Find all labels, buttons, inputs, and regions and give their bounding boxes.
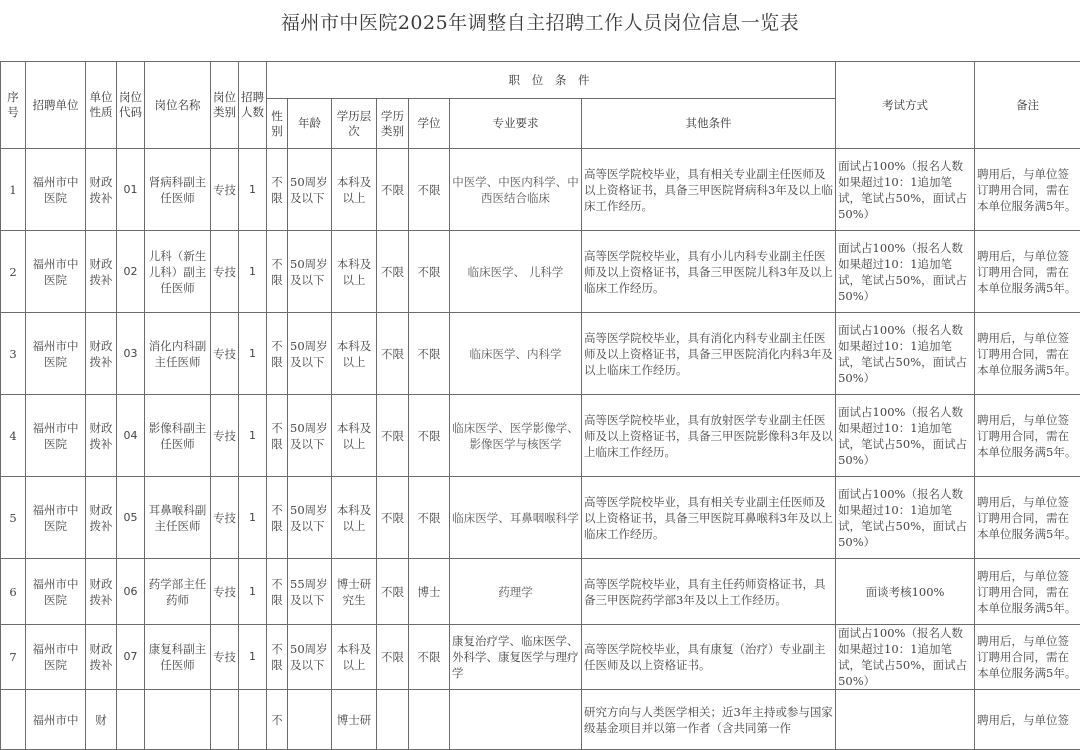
row-category: 专技 <box>211 231 239 313</box>
row-count: 1 <box>239 559 267 625</box>
table-row <box>1 477 1080 559</box>
row-post: 康复科副主任医师 <box>145 625 211 690</box>
row-gender: 不限 <box>267 625 288 690</box>
row-unit: 福州市中医院 <box>26 149 86 231</box>
row-seq: 1 <box>1 149 26 231</box>
table-row <box>1 559 1080 625</box>
header-conditions: 职 位 条 件 <box>267 62 836 99</box>
row-post: 影像科副主任医师 <box>145 395 211 477</box>
header-nature: 单位性质 <box>86 62 117 149</box>
row-degree: 不限 <box>409 231 450 313</box>
row-edu-type: 不限 <box>377 231 409 313</box>
row-count: 1 <box>239 231 267 313</box>
row-code: 07 <box>117 625 145 690</box>
row-degree <box>409 690 450 750</box>
row-seq: 5 <box>1 477 26 559</box>
row-age: 50周岁及以下 <box>288 395 332 477</box>
row-seq: 7 <box>1 625 26 690</box>
row-exam: 面试占100%（报名人数如果超过10：1追加笔试，笔试占50%，面试占50%） <box>836 313 975 395</box>
row-unit: 福州市中医院 <box>26 477 86 559</box>
row-major: 中医学、中医内科学、中西医结合临床 <box>450 149 582 231</box>
row-edu-level: 本科及以上 <box>332 395 377 477</box>
row-major: 临床医学、 儿科学 <box>450 231 582 313</box>
row-nature: 财政拨补 <box>86 231 117 313</box>
row-count: 1 <box>239 149 267 231</box>
row-seq: 4 <box>1 395 26 477</box>
row-category: 专技 <box>211 625 239 690</box>
row-remark: 聘用后，与单位签订聘用合同，需在本单位服务满5年。 <box>975 231 1080 313</box>
row-remark: 聘用后，与单位签订聘用合同，需在本单位服务满5年。 <box>975 149 1080 231</box>
row-count: 1 <box>239 313 267 395</box>
table-row <box>1 149 1080 231</box>
row-gender: 不限 <box>267 149 288 231</box>
row-edu-type: 不限 <box>377 625 409 690</box>
row-edu-level: 本科及以上 <box>332 231 377 313</box>
row-post: 儿科（新生儿科）副主任医师 <box>145 231 211 313</box>
row-unit: 福州市中医院 <box>26 625 86 690</box>
row-other: 高等医学院校毕业，具有相关专业副主任医师及以上资格证书，具备三甲医院肾病科3年及以上临床工作经历。 <box>582 149 836 231</box>
row-post: 耳鼻喉科副主任医师 <box>145 477 211 559</box>
row-other: 高等医学院校毕业，具有放射医学专业副主任医师及以上资格证书，具备三甲医院影像科3年及以上临床工作经历。 <box>582 395 836 477</box>
row-code: 02 <box>117 231 145 313</box>
row-other: 高等医学院校毕业，具有消化内科专业副主任医师及以上资格证书，具备三甲医院消化内科3年及以上临床工作经历。 <box>582 313 836 395</box>
row-major: 临床医学、医学影像学、影像医学与核医学 <box>450 395 582 477</box>
header-age: 年龄 <box>288 99 332 149</box>
row-unit: 福州市中医院 <box>26 395 86 477</box>
row-degree: 不限 <box>409 313 450 395</box>
row-nature: 财政拨补 <box>86 559 117 625</box>
table-row <box>1 313 1080 395</box>
row-seq: 6 <box>1 559 26 625</box>
row-post <box>145 690 211 750</box>
header-degree: 学位 <box>409 99 450 149</box>
row-edu-level: 本科及以上 <box>332 477 377 559</box>
row-major: 临床医学、内科学 <box>450 313 582 395</box>
row-category <box>211 690 239 750</box>
row-other: 研究方向与人类医学相关；近3年主持或参与国家级基金项目并以第一作者（含共同第一作 <box>582 690 836 750</box>
row-degree: 不限 <box>409 477 450 559</box>
row-exam: 面试占100%（报名人数如果超过10：1追加笔试，笔试占50%，面试占50%） <box>836 231 975 313</box>
row-unit: 福州市中医院 <box>26 231 86 313</box>
row-gender: 不限 <box>267 313 288 395</box>
row-unit: 福州市中 <box>26 690 86 750</box>
row-edu-type: 不限 <box>377 559 409 625</box>
row-unit: 福州市中医院 <box>26 313 86 395</box>
row-seq: 3 <box>1 313 26 395</box>
row-code <box>117 690 145 750</box>
row-nature: 财政拨补 <box>86 625 117 690</box>
row-edu-level: 本科及以上 <box>332 149 377 231</box>
row-nature: 财政拨补 <box>86 395 117 477</box>
row-exam: 面试占100%（报名人数如果超过10：1追加笔试，笔试占50%，面试占50%） <box>836 149 975 231</box>
row-remark: 聘用后，与单位签订聘用合同，需在本单位服务满5年。 <box>975 559 1080 625</box>
header-category: 岗位类别 <box>211 62 239 149</box>
row-edu-type: 不限 <box>377 395 409 477</box>
row-code: 06 <box>117 559 145 625</box>
row-seq <box>1 690 26 750</box>
row-remark: 聘用后，与单位签订聘用合同，需在本单位服务满5年。 <box>975 395 1080 477</box>
row-edu-level: 博士研究生 <box>332 559 377 625</box>
row-code: 04 <box>117 395 145 477</box>
header-unit: 招聘单位 <box>26 62 86 149</box>
row-exam: 面试占100%（报名人数如果超过10：1追加笔试，笔试占50%，面试占50%） <box>836 625 975 690</box>
row-remark: 聘用后，与单位签订聘用合同，需在本单位服务满5年。 <box>975 477 1080 559</box>
row-exam: 面试占100%（报名人数如果超过10：1追加笔试，笔试占50%，面试占50%） <box>836 395 975 477</box>
row-other: 高等医学院校毕业，具有主任药师资格证书，具备三甲医院药学部3年及以上工作经历。 <box>582 559 836 625</box>
row-gender: 不限 <box>267 395 288 477</box>
row-edu-type: 不限 <box>377 477 409 559</box>
row-edu-type: 不限 <box>377 149 409 231</box>
header-edu-level: 学历层次 <box>332 99 377 149</box>
header-major: 专业要求 <box>450 99 582 149</box>
row-nature: 财政拨补 <box>86 149 117 231</box>
header-code: 岗位代码 <box>117 62 145 149</box>
row-category: 专技 <box>211 395 239 477</box>
row-code: 03 <box>117 313 145 395</box>
row-other: 高等医学院校毕业，具有康复（治疗）专业副主任医师及以上资格证书。 <box>582 625 836 690</box>
row-unit: 福州市中医院 <box>26 559 86 625</box>
row-exam: 面谈考核100% <box>836 559 975 625</box>
header-post: 岗位名称 <box>145 62 211 149</box>
row-edu-level: 博士研 <box>332 690 377 750</box>
row-age: 50周岁及以下 <box>288 625 332 690</box>
row-remark: 聘用后，与单位签订聘用合同，需在本单位服务满5年。 <box>975 625 1080 690</box>
header-count: 招聘人数 <box>239 62 267 149</box>
row-count: 1 <box>239 625 267 690</box>
row-major <box>450 690 582 750</box>
row-seq: 2 <box>1 231 26 313</box>
row-age: 50周岁及以下 <box>288 477 332 559</box>
row-remark: 聘用后，与单位签 <box>975 690 1080 750</box>
row-exam: 面试占100%（报名人数如果超过10：1追加笔试，笔试占50%，面试占50%） <box>836 477 975 559</box>
row-age: 50周岁及以下 <box>288 313 332 395</box>
row-code: 01 <box>117 149 145 231</box>
header-edu-type: 学历类别 <box>377 99 409 149</box>
table-row <box>1 231 1080 313</box>
row-nature: 财政拨补 <box>86 313 117 395</box>
row-category: 专技 <box>211 477 239 559</box>
row-count <box>239 690 267 750</box>
row-age <box>288 690 332 750</box>
row-degree: 不限 <box>409 395 450 477</box>
row-post: 药学部主任药师 <box>145 559 211 625</box>
table-row <box>1 690 1080 750</box>
header-row-1 <box>1 62 1080 99</box>
row-post: 肾病科副主任医师 <box>145 149 211 231</box>
table-row <box>1 395 1080 477</box>
row-category: 专技 <box>211 149 239 231</box>
row-nature: 财政拨补 <box>86 477 117 559</box>
row-major: 临床医学、耳鼻咽喉科学 <box>450 477 582 559</box>
row-category: 专技 <box>211 313 239 395</box>
row-gender: 不限 <box>267 231 288 313</box>
row-major: 药理学 <box>450 559 582 625</box>
row-age: 50周岁及以下 <box>288 149 332 231</box>
row-exam <box>836 690 975 750</box>
row-degree: 不限 <box>409 149 450 231</box>
row-count: 1 <box>239 477 267 559</box>
row-edu-level: 本科及以上 <box>332 625 377 690</box>
row-gender: 不限 <box>267 477 288 559</box>
row-other: 高等医学院校毕业，具有相关专业副主任医师及以上资格证书，具备三甲医院耳鼻喉科3年及以上临床工作经历。 <box>582 477 836 559</box>
row-other: 高等医学院校毕业，具有小儿内科专业副主任医师及以上资格证书，具备三甲医院儿科3年及以上临床工作经历。 <box>582 231 836 313</box>
row-degree: 博士 <box>409 559 450 625</box>
row-category: 专技 <box>211 559 239 625</box>
row-gender: 不 <box>267 690 288 750</box>
row-post: 消化内科副主任医师 <box>145 313 211 395</box>
header-seq: 序号 <box>1 62 26 149</box>
row-remark: 聘用后，与单位签订聘用合同，需在本单位服务满5年。 <box>975 313 1080 395</box>
header-other: 其他条件 <box>582 99 836 149</box>
row-code: 05 <box>117 477 145 559</box>
row-count: 1 <box>239 395 267 477</box>
page-title: 福州市中医院2025年调整自主招聘工作人员岗位信息一览表 <box>0 8 1080 35</box>
header-gender: 性别 <box>267 99 288 149</box>
row-gender: 不限 <box>267 559 288 625</box>
row-edu-type <box>377 690 409 750</box>
row-nature: 财 <box>86 690 117 750</box>
row-major: 康复治疗学、临床医学、外科学、康复医学与理疗学 <box>450 625 582 690</box>
header-remark: 备注 <box>975 62 1080 149</box>
positions-table <box>0 61 1080 750</box>
header-exam: 考试方式 <box>836 62 975 149</box>
row-age: 50周岁及以下 <box>288 231 332 313</box>
table-row <box>1 625 1080 690</box>
row-degree: 不限 <box>409 625 450 690</box>
row-edu-type: 不限 <box>377 313 409 395</box>
row-age: 55周岁及以下 <box>288 559 332 625</box>
row-edu-level: 本科及以上 <box>332 313 377 395</box>
